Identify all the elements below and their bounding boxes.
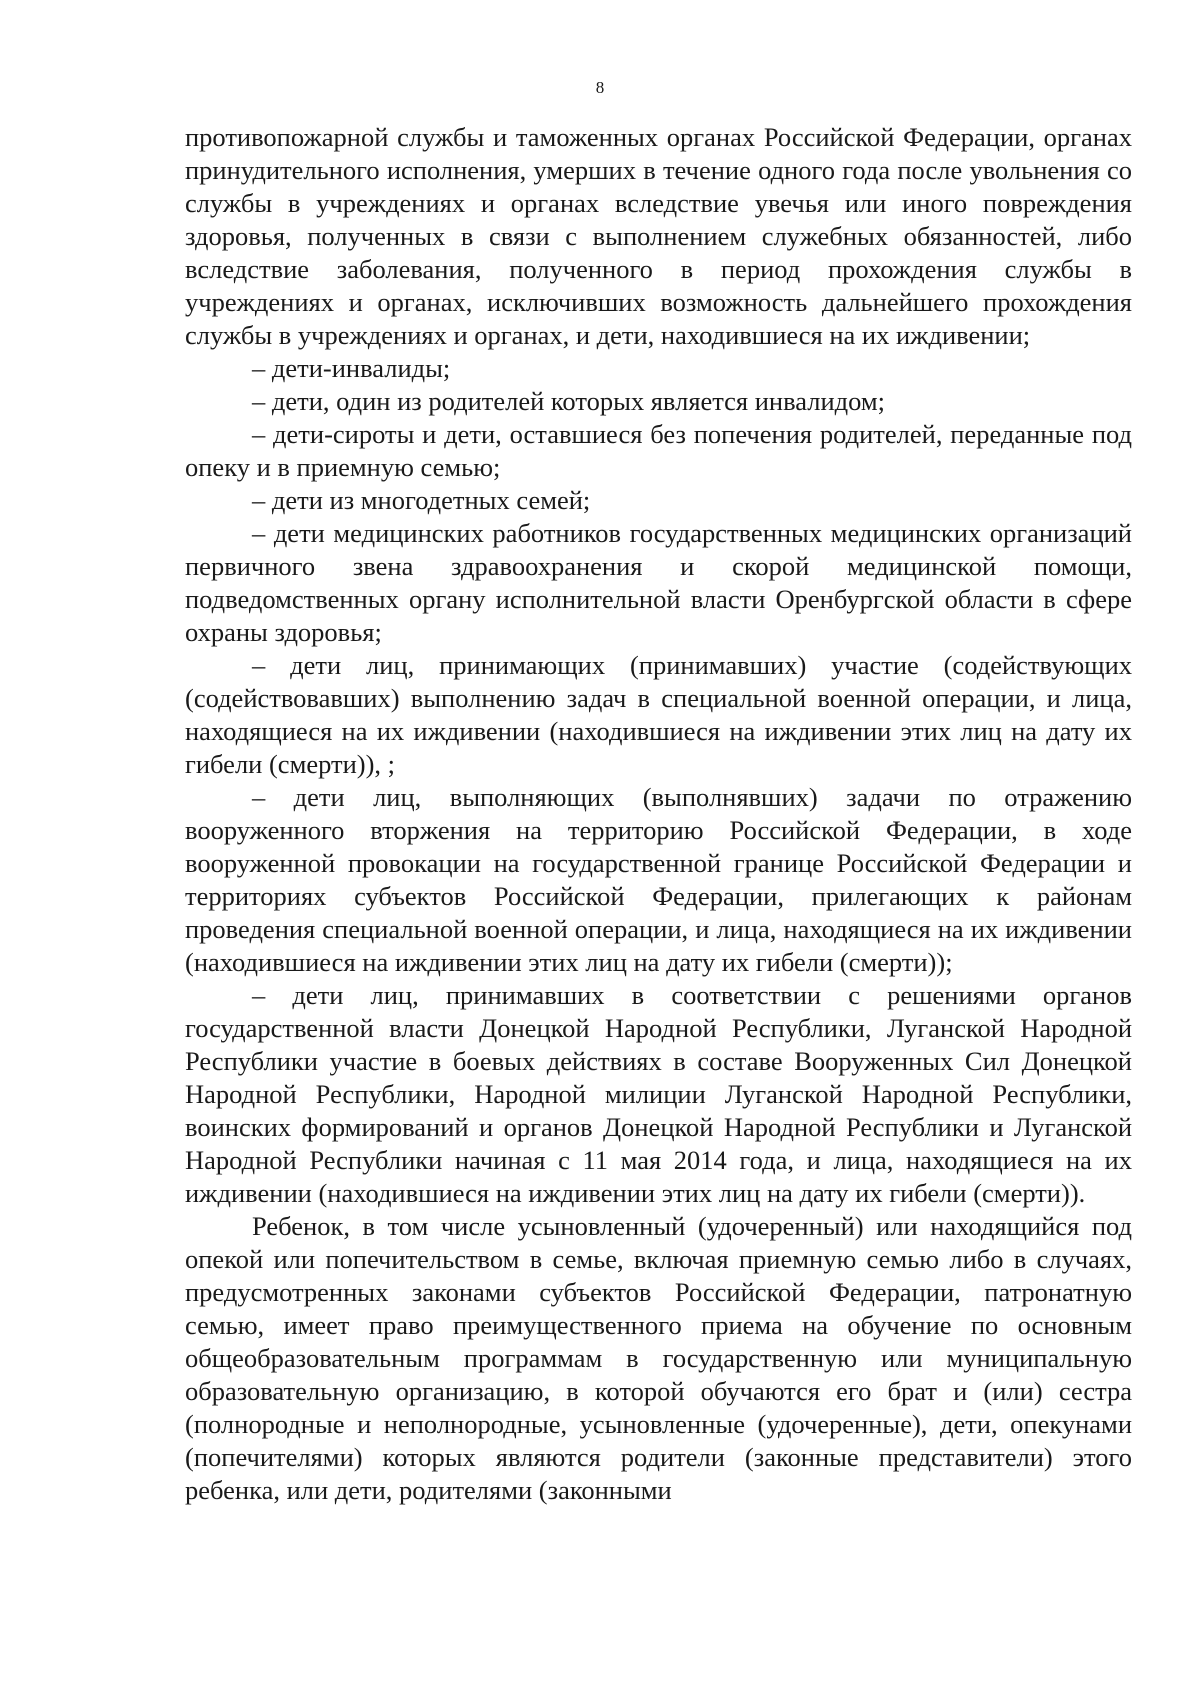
paragraph-continuation: противопожарной службы и таможенных органах Российской Федерации, органах принудительного исполнения, умерших в течение одного года после увольнения со службы в учреждениях и органах вследствие увечья или иного повреждения здоровья, полученных в связи с выполнением служебных обязанностей, либо вследствие заболевания, полученного в период прохождения службы в учреждениях и органах, исключивших возможность дальнейшего прохождения службы в учреждениях и органах, и дети, находившиеся на их иждивении; [185, 122, 1132, 350]
list-item-medical-workers: – дети медицинских работников государственных медицинских организаций первичного звена здравоохранения и скорой медицинской помощи, подведомственных органу исполнительной власти Оренбургской области в сфере охраны здоровья; [185, 518, 1132, 647]
page-number: 8 [595, 78, 605, 97]
document-body [185, 121, 1132, 1507]
list-item-dnr-lnr: – дети лиц, принимавших в соответствии с решениями органов государственной власти Донецкой Народной Республики, Луганской Народной Республики участие в боевых действиях в составе Вооруженных Сил Донецкой Народной Республики, Народной милиции Луганской Народной Республики, воинских формирований и органов Донецкой Народной Республики и Луганской Народной Республики начиная с 11 мая 2014 года, и лица, находящиеся на их иждивении (находившиеся на иждивении этих лиц на дату их гибели (смерти)). [185, 980, 1132, 1208]
list-item-disabled-children: – дети-инвалиды; [252, 353, 451, 383]
list-item-orphans: – дети-сироты и дети, оставшиеся без попечения родителей, переданные под опеку и в приемную семью; [185, 419, 1132, 482]
paragraph-sibling-priority: Ребенок, в том числе усыновленный (удочеренный) или находящийся под опекой или попечительством в семье, включая приемную семью либо в случаях, предусмотренных законами субъектов Российской Федерации, патронатную семью, имеет право преимущественного приема на обучение по основным общеобразовательным программам в государственную или муниципальную образовательную организацию, в которой обучаются его брат и (или) сестра (полнородные и неполнородные, усыновленные (удочеренные), дети, опекунами (попечителями) которых являются родители (законные представители) этого ребенка, или дети, родителями (законными [185, 1211, 1132, 1505]
list-item-disabled-parent: – дети, один из родителей которых является инвалидом; [252, 386, 886, 416]
list-item-armed-invasion: – дети лиц, выполняющих (выполнявших) задачи по отражению вооруженного вторжения на территорию Российской Федерации, в ходе вооруженной провокации на государственной границе Российской Федерации и территориях субъектов Российской Федерации, прилегающих к районам проведения специальной военной операции, и лица, находящиеся на их иждивении (находившиеся на иждивении этих лиц на дату их гибели (смерти)); [185, 782, 1132, 977]
list-item-large-families: – дети из многодетных семей; [252, 485, 591, 515]
list-item-special-operation: – дети лиц, принимающих (принимавших) участие (содействующих (содействовавших) выполнению задач в специальной военной операции, и лица, находящиеся на их иждивении (находившиеся на иждивении этих лиц на дату их гибели (смерти)), ; [185, 650, 1132, 779]
